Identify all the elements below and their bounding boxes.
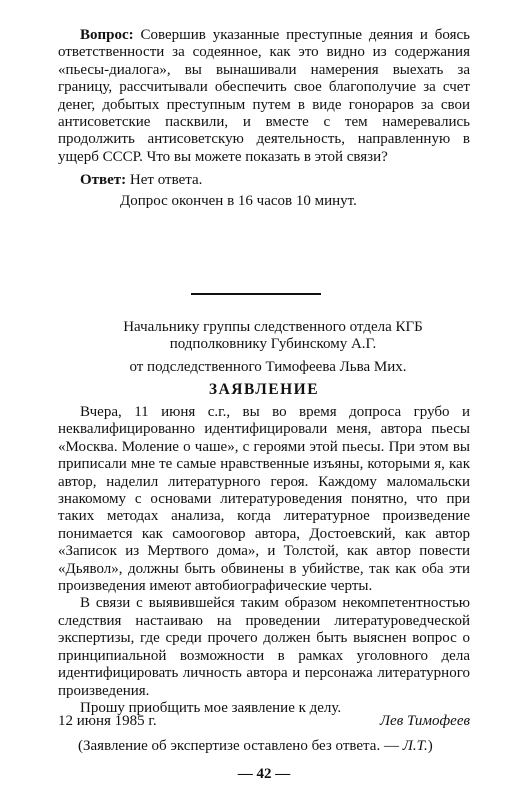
page-number: — 42 — — [237, 766, 291, 782]
separator-rule — [191, 293, 321, 295]
question-text: Совершив указанные преступные деяния и боясь ответственности за содеянное, как это видно из содержания «пьесы-диалога», вы вынашивали намерения выехать за границу, рассчитывали обеспечить свое благополучие за счет денег, добытых преступным путем в виде гонораров за свои антисоветские пасквили, и вместе с тем намеревались продолжить антисоветскую деятельность, направленную в ущерб СССР. Что вы можете показать в этой связи? — [58, 27, 470, 165]
addressee-line-1: Начальнику группы следственного отдела КГБ — [123, 319, 423, 335]
author-signature: Лев Тимофеев — [379, 713, 470, 729]
addressee-block — [58, 319, 488, 354]
editor-footnote — [78, 738, 478, 755]
statement-date: 12 июня 1985 г. — [58, 713, 157, 729]
statement-paragraph-2: В связи с выявившейся таким образом некомпетентностью следствия настаиваю на проведении литературоведческой экспертизы, где среди прочего должен быть выяснен вопрос о принципиальной возможности в рамках уголовного дела идентифицировать личность автора и персонажа литературного произведения. — [58, 595, 470, 699]
addressee-line-2: подполковнику Губинскому А.Г. — [169, 336, 377, 353]
answer-label: Ответ: — [80, 172, 127, 188]
answer-paragraph — [80, 172, 470, 189]
statement-paragraph-1: Вчера, 11 июня с.г., вы во время допроса грубо и неквалифицированно идентифицировали меня, автора пьесы «Москва. Моление о чаше», с героями этой пьесы. При этом вы приписали мне те самые нравственные изъяны, которыми я, как автор, наделил литературного героя. Каждому маломальски знакомому с основами литературоведения понятно, что при таких методах анализа, когда литературное произведение понимается как самооговор автора, Достоевский, как автор «Записок из Мертвого дома», и Толстой, как автор повести «Дьявол», должны быть обвинены в убийстве, так как оба эти произведения имеют автобиографические черты. — [58, 404, 470, 595]
document-title: ЗАЯВЛЕНИЕ — [208, 381, 320, 398]
answer-text: Нет ответа. — [129, 172, 203, 188]
from-line: от подследственного Тимофеева Льва Мих. — [129, 359, 407, 375]
footnote-initials: Л.Т. — [402, 738, 428, 754]
interrogation-end: Допрос окончен в 16 часов 10 минут. — [120, 193, 357, 209]
footnote-close: ) — [427, 738, 433, 754]
statement-body — [58, 404, 470, 717]
date-signature-row — [58, 713, 470, 730]
footnote-text: (Заявление об экспертизе оставлено без ответа. — — [78, 738, 399, 754]
statement-paragraph-3: Прошу приобщить мое заявление к делу. — [80, 699, 342, 716]
question-label: Вопрос: — [80, 27, 134, 43]
question-paragraph — [58, 27, 470, 166]
